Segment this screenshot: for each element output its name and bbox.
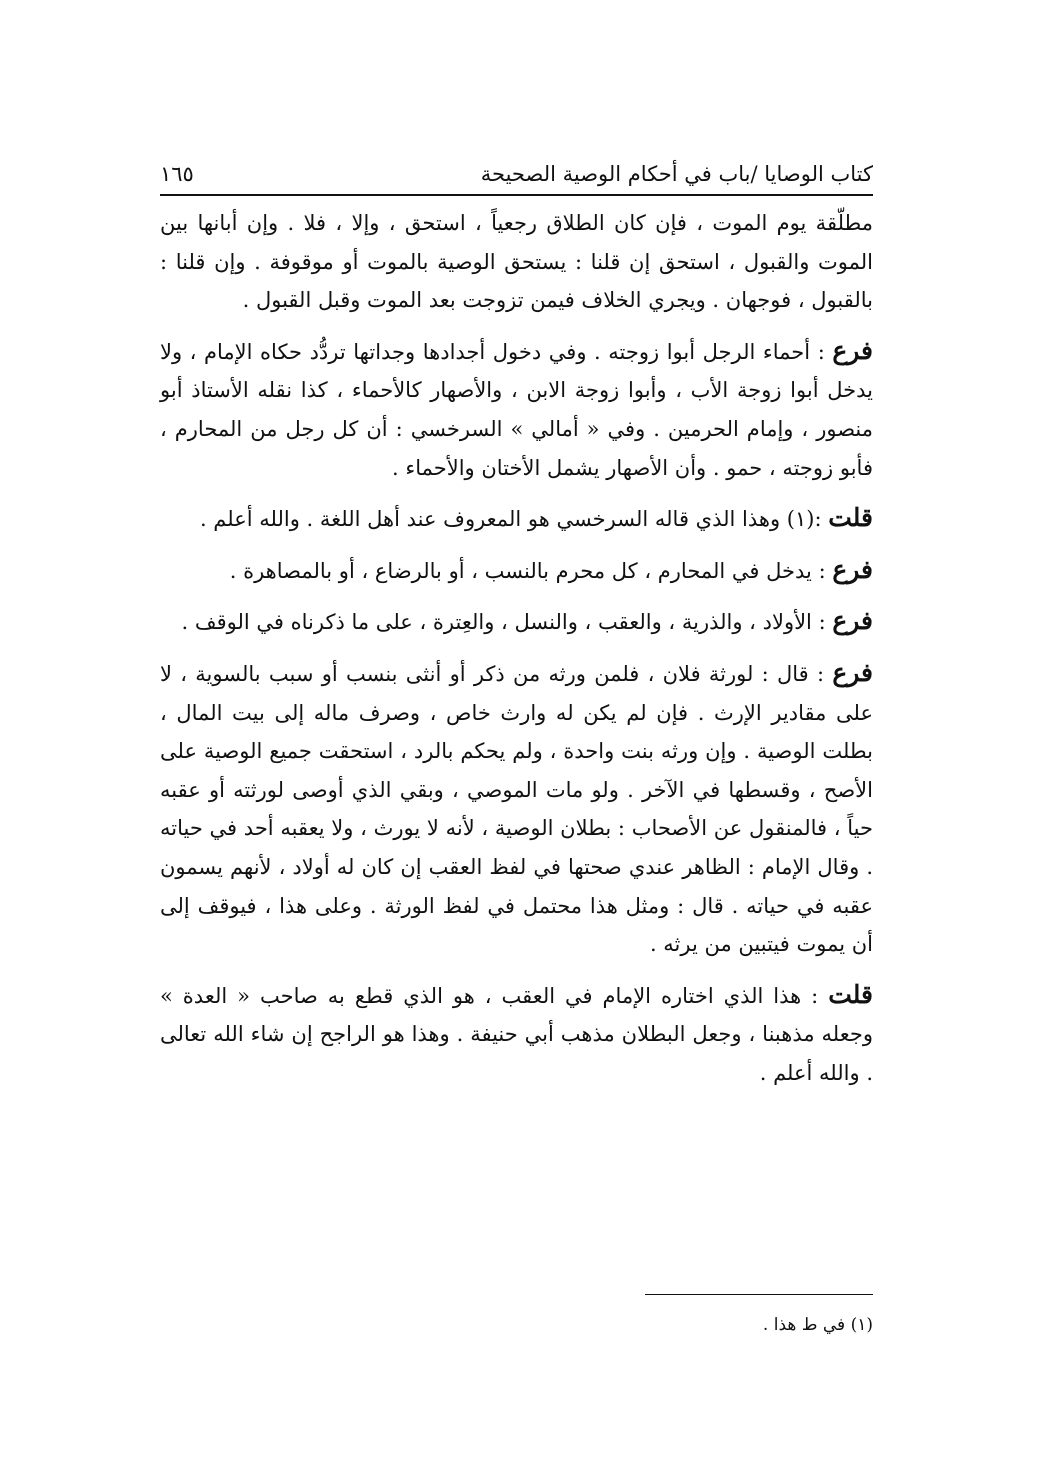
paragraph-text: : هذا الذي اختاره الإمام في العقب ، هو الذي قطع به صاحب « العدة » وجعله مذهبنا ، وجعل البطلان مذهب أبي حنيفة . وهذا هو الراجح إن شاء الله تعالى . والله أعلم . xyxy=(160,983,873,1085)
footnote xyxy=(560,1313,873,1337)
paragraph-text: مطلّقة يوم الموت ، فإن كان الطلاق رجعياً ، استحق ، وإلا ، فلا . وإن أبانها بين الموت والقبول ، استحق إن قلنا : يستحق الوصية بالموت أو موقوفة . وإن قلنا : بالقبول ، فوجهان . ويجري الخلاف فيمن تزوجت بعد الموت وقبل القبول . xyxy=(160,211,873,313)
page-number: ١٦٥ xyxy=(160,162,194,186)
paragraph xyxy=(160,976,873,1093)
paragraph-text: : الأولاد ، والذرية ، والعقب ، والنسل ، والعِترة ، على ما ذكرناه في الوقف . xyxy=(181,610,833,635)
page-header xyxy=(160,146,873,186)
header-rule xyxy=(160,194,873,196)
paragraph-lead: قلت xyxy=(828,503,873,533)
paragraph-text: : أحماء الرجل أبوا زوجته . وفي دخول أجدادها وجداتها تردُّد حكاه الإمام ، ولا يدخل أبوا زوجة الأب ، وأبوا زوجة الابن ، والأصهار كالأحماء ، كذا نقله الأستاذ أبو منصور ، وإمام الحرمين . وفي « أمالي » السرخسي : أن كل رجل من المحارم ، فأبو زوجته ، حمو . وأن الأصهار يشمل الأختان والأحماء . xyxy=(160,339,873,480)
page-body xyxy=(160,204,873,1104)
paragraph-lead: فرع xyxy=(832,554,873,584)
footnote-text: في ط هذا . xyxy=(762,1315,846,1335)
paragraph-lead: فرع xyxy=(832,606,873,636)
footnote-rule xyxy=(645,1294,873,1295)
paragraph-text: : يدخل في المحارم ، كل محرم بالنسب ، أو بالرضاع ، أو بالمصاهرة . xyxy=(229,558,833,583)
paragraph-lead: فرع xyxy=(832,335,873,365)
footnote-marker: (١) xyxy=(850,1315,873,1335)
paragraph xyxy=(160,654,873,964)
paragraph-text: :(١) وهذا الذي قاله السرخسي هو المعروف عند أهل اللغة . والله أعلم . xyxy=(199,507,829,532)
paragraph-lead: فرع xyxy=(832,657,873,687)
paragraph xyxy=(160,332,873,487)
paragraph xyxy=(160,204,873,320)
paragraph xyxy=(160,602,873,642)
running-title: كتاب الوصايا /باب في أحكام الوصية الصحيحة xyxy=(480,162,873,186)
paragraph xyxy=(160,551,873,591)
paragraph xyxy=(160,499,873,539)
paragraph-text: : قال : لورثة فلان ، فلمن ورثه من ذكر أو أنثى بنسب أو سبب بالسوية ، لا على مقادير الإرث . فإن لم يكن له وارث خاص ، وصرف ماله إلى بيت المال ، بطلت الوصية . وإن ورثه بنت واحدة ، ولم يحكم بالرد ، استحقت جميع الوصية على الأصح ، وقسطها في الآخر . ولو مات الموصي ، وبقي الذي أوصى لورثته أو عقبه حياً ، فالمنقول عن الأصحاب : بطلان الوصية ، لأنه لا يورث ، ولا يعقبه أحد في حياته . وقال الإمام : الظاهر عندي صحتها في لفظ العقب إن كان له أولاد ، لأنهم يسمون عقبه في حياته . قال : ومثل هذا محتمل في لفظ الورثة . وعلى هذا ، فيوقف إلى أن يموت فيتبين من يرثه . xyxy=(160,661,873,957)
paragraph-lead: قلت xyxy=(828,979,873,1009)
